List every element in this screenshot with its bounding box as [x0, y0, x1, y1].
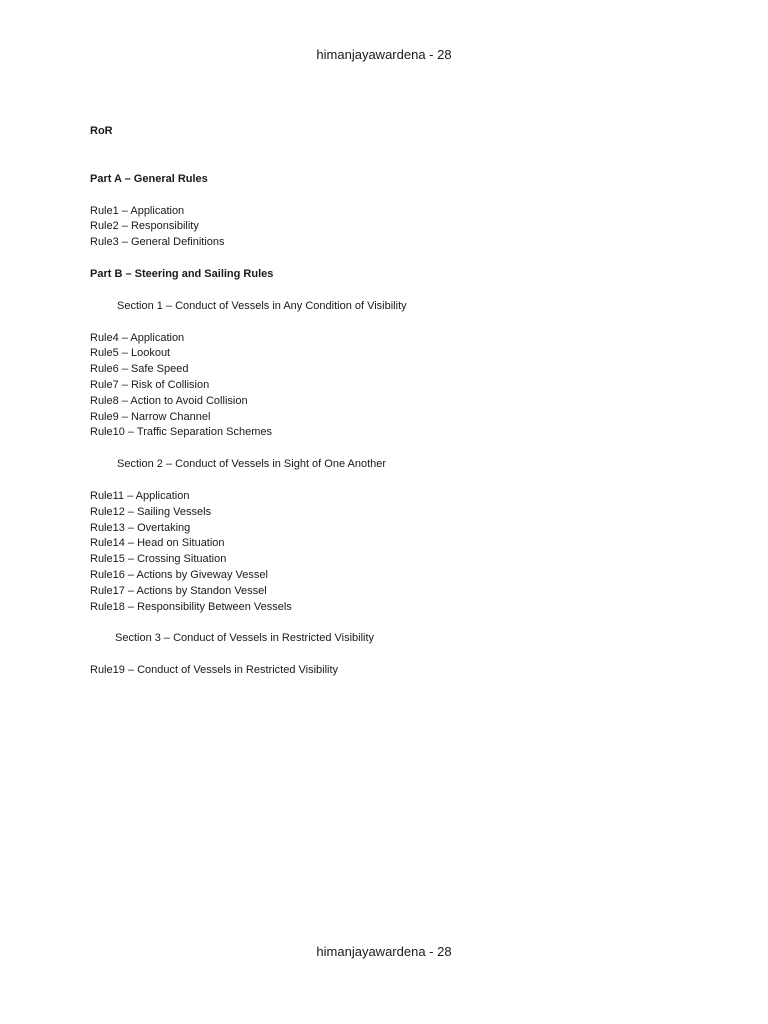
section-3-heading: Section 3 – Conduct of Vessels in Restricted Visibility — [115, 632, 375, 645]
rule-item: Rule16 – Actions by Giveway Vessel — [90, 568, 268, 581]
rule-item: Rule1 – Application — [90, 204, 185, 217]
rule-item: Rule9 – Narrow Channel — [90, 410, 211, 423]
rule-item: Rule19 – Conduct of Vessels in Restricted Visibility — [90, 664, 339, 677]
document-content — [90, 124, 690, 679]
part-b-heading: Part B – Steering and Sailing Rules — [90, 267, 274, 280]
section-1-heading: Section 1 – Conduct of Vessels in Any Condition of Visibility — [117, 299, 407, 312]
rule-item: Rule3 – General Definitions — [90, 236, 225, 249]
page-footer: himanjayawardena - 28 — [316, 944, 452, 959]
rule-item: Rule14 – Head on Situation — [90, 537, 225, 550]
rule-item: Rule10 – Traffic Separation Schemes — [90, 426, 273, 439]
section-2-heading: Section 2 – Conduct of Vessels in Sight of One Another — [117, 458, 387, 471]
rule-item: Rule7 – Risk of Collision — [90, 378, 210, 391]
rule-item: Rule15 – Crossing Situation — [90, 553, 227, 566]
rule-item: Rule2 – Responsibility — [90, 220, 199, 233]
section-3-rule-list — [90, 663, 690, 679]
page-header: himanjayawardena - 28 — [316, 47, 452, 62]
rule-item: Rule13 – Overtaking — [90, 521, 191, 534]
rule-item: Rule18 – Responsibility Between Vessels — [90, 600, 292, 613]
rule-item: Rule4 – Application — [90, 331, 185, 344]
rule-item: Rule5 – Lookout — [90, 347, 171, 360]
part-a-rule-list — [90, 204, 690, 251]
rule-item: Rule12 – Sailing Vessels — [90, 505, 212, 518]
document-title: RoR — [90, 125, 113, 137]
rule-item: Rule8 – Action to Avoid Collision — [90, 394, 248, 407]
rule-item: Rule11 – Application — [90, 489, 190, 502]
rule-item: Rule6 – Safe Speed — [90, 363, 189, 376]
section-1-rule-list — [90, 331, 690, 442]
part-a-heading: Part A – General Rules — [90, 172, 208, 185]
section-2-rule-list — [90, 489, 690, 615]
rule-item: Rule17 – Actions by Standon Vessel — [90, 584, 267, 597]
